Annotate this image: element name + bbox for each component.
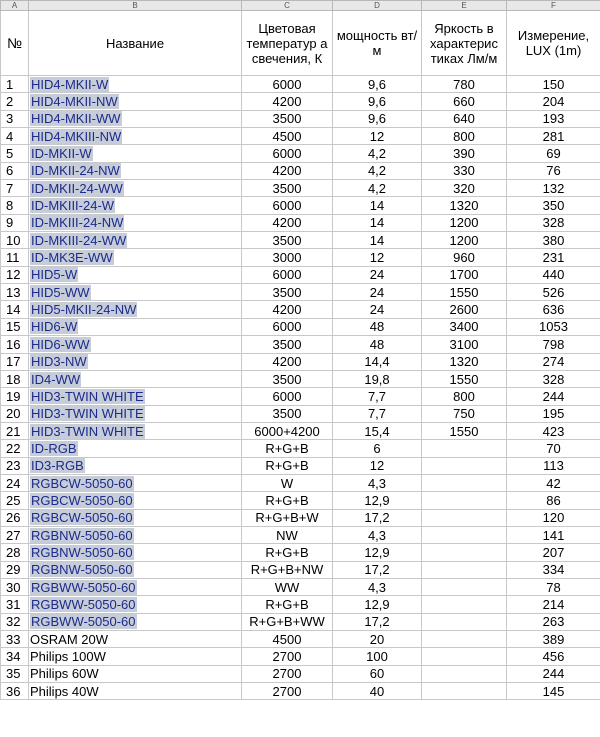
power-cell[interactable]: 9,6: [333, 110, 422, 127]
table-row: [1, 613, 600, 630]
name-cell[interactable]: [29, 336, 242, 353]
name-cell[interactable]: [29, 492, 242, 509]
brightness-cell[interactable]: 1550: [422, 370, 507, 387]
name-cell[interactable]: [29, 405, 242, 422]
table-row: [1, 232, 600, 249]
brightness-cell[interactable]: [422, 509, 507, 526]
table-row: [1, 145, 600, 162]
table-row: [1, 162, 600, 179]
color-temperature-cell[interactable]: 4200: [242, 93, 333, 110]
color-temperature-cell[interactable]: 3500: [242, 232, 333, 249]
row-number-cell[interactable]: 16: [1, 336, 29, 353]
color-temperature-cell[interactable]: R+G+B: [242, 440, 333, 457]
name-cell[interactable]: [29, 284, 242, 301]
color-temperature-cell[interactable]: 6000+4200: [242, 422, 333, 439]
name-text: RGBWW-5050-60: [31, 579, 136, 595]
row-number-cell[interactable]: 11: [1, 249, 29, 266]
row-number-cell[interactable]: 21: [1, 422, 29, 439]
lux-cell[interactable]: 78: [507, 578, 600, 595]
column-letter-f[interactable]: F: [507, 1, 600, 11]
name-text: HID4-MKII-NW: [31, 94, 118, 110]
power-cell[interactable]: 17,2: [333, 561, 422, 578]
row-number-cell[interactable]: 22: [1, 440, 29, 457]
lux-cell[interactable]: 76: [507, 162, 600, 179]
name-cell[interactable]: [29, 128, 242, 145]
table-row: [1, 665, 600, 682]
color-temperature-cell[interactable]: R+G+B+W: [242, 509, 333, 526]
lux-cell[interactable]: 69: [507, 145, 600, 162]
name-cell[interactable]: [29, 249, 242, 266]
brightness-cell[interactable]: [422, 596, 507, 613]
lux-cell[interactable]: 440: [507, 266, 600, 283]
lux-cell[interactable]: 1053: [507, 318, 600, 335]
lux-cell[interactable]: 423: [507, 422, 600, 439]
brightness-cell[interactable]: [422, 544, 507, 561]
header-power[interactable]: мощность вт/м: [333, 11, 422, 76]
name-text: HID5-W: [31, 267, 78, 283]
lux-cell[interactable]: 70: [507, 440, 600, 457]
name-cell[interactable]: [29, 145, 242, 162]
power-cell[interactable]: 9,6: [333, 93, 422, 110]
header-row: [1, 11, 600, 76]
power-cell[interactable]: 17,2: [333, 509, 422, 526]
name-text: RGBCW-5050-60: [31, 510, 133, 526]
table-row: [1, 249, 600, 266]
color-temperature-cell[interactable]: 6000: [242, 388, 333, 405]
name-text: RGBNW-5050-60: [31, 562, 133, 578]
table-row: [1, 683, 600, 700]
row-number-cell[interactable]: 13: [1, 284, 29, 301]
table-row: [1, 544, 600, 561]
table-row: [1, 336, 600, 353]
lux-cell[interactable]: 193: [507, 110, 600, 127]
power-cell[interactable]: 6: [333, 440, 422, 457]
lux-cell[interactable]: 113: [507, 457, 600, 474]
row-number-cell[interactable]: 28: [1, 544, 29, 561]
brightness-cell[interactable]: [422, 474, 507, 491]
name-text: ID4-WW: [31, 371, 81, 387]
column-letters: [1, 1, 600, 11]
power-cell[interactable]: 14: [333, 197, 422, 214]
row-number-cell[interactable]: 3: [1, 110, 29, 127]
power-cell[interactable]: 60: [333, 665, 422, 682]
name-cell[interactable]: [29, 93, 242, 110]
color-temperature-cell[interactable]: R+G+B: [242, 544, 333, 561]
power-cell[interactable]: 24: [333, 284, 422, 301]
color-temperature-cell[interactable]: R+G+B: [242, 457, 333, 474]
row-number-cell[interactable]: 2: [1, 93, 29, 110]
header-color-temperature[interactable]: Цветовая температур а свечения, К: [242, 11, 333, 76]
name-text: ID-MKIII-24-WW: [31, 232, 127, 248]
color-temperature-cell[interactable]: R+G+B+WW: [242, 613, 333, 630]
name-cell[interactable]: [29, 509, 242, 526]
table-row: [1, 214, 600, 231]
name-text: ID-MK3E-WW: [31, 250, 113, 266]
power-cell[interactable]: 9,6: [333, 76, 422, 93]
row-number-cell[interactable]: 9: [1, 214, 29, 231]
color-temperature-cell[interactable]: 3500: [242, 284, 333, 301]
lux-cell[interactable]: 86: [507, 492, 600, 509]
power-cell[interactable]: 4,2: [333, 162, 422, 179]
power-cell[interactable]: 14: [333, 214, 422, 231]
name-text: RGBWW-5050-60: [31, 596, 136, 612]
brightness-cell[interactable]: 660: [422, 93, 507, 110]
lux-cell[interactable]: 263: [507, 613, 600, 630]
name-text: ID-MKII-24-NW: [31, 163, 120, 179]
row-number-cell[interactable]: 6: [1, 162, 29, 179]
name-cell[interactable]: Philips 40W: [29, 683, 242, 700]
color-temperature-cell[interactable]: 4500: [242, 128, 333, 145]
brightness-cell[interactable]: [422, 683, 507, 700]
table-row: [1, 128, 600, 145]
power-cell[interactable]: 12: [333, 128, 422, 145]
name-text: HID4-MKIII-NW: [31, 128, 122, 144]
brightness-cell[interactable]: 3100: [422, 336, 507, 353]
power-cell[interactable]: 14: [333, 232, 422, 249]
name-cell[interactable]: OSRAM 20W: [29, 631, 242, 648]
column-letter-a[interactable]: A: [1, 1, 29, 11]
row-number-cell[interactable]: 32: [1, 613, 29, 630]
column-letter-e[interactable]: E: [422, 1, 507, 11]
table-row: [1, 648, 600, 665]
name-cell[interactable]: [29, 526, 242, 543]
name-text: ID-RGB: [31, 440, 77, 456]
lux-cell[interactable]: 456: [507, 648, 600, 665]
table-row: [1, 631, 600, 648]
color-temperature-cell[interactable]: 6000: [242, 76, 333, 93]
name-cell[interactable]: [29, 474, 242, 491]
lux-cell[interactable]: 231: [507, 249, 600, 266]
name-text: ID3-RGB: [31, 458, 84, 474]
brightness-cell[interactable]: 750: [422, 405, 507, 422]
power-cell[interactable]: 40: [333, 683, 422, 700]
header-brightness[interactable]: Яркость в характерис тиках Лм/м: [422, 11, 507, 76]
lux-cell[interactable]: 214: [507, 596, 600, 613]
name-cell[interactable]: Philips 60W: [29, 665, 242, 682]
lux-cell[interactable]: 150: [507, 76, 600, 93]
power-cell[interactable]: 4,2: [333, 180, 422, 197]
color-temperature-cell[interactable]: 4200: [242, 353, 333, 370]
power-cell[interactable]: 4,3: [333, 526, 422, 543]
brightness-cell[interactable]: 330: [422, 162, 507, 179]
color-temperature-cell[interactable]: 4500: [242, 631, 333, 648]
color-temperature-cell[interactable]: 3500: [242, 110, 333, 127]
lux-cell[interactable]: 798: [507, 336, 600, 353]
lux-cell[interactable]: 120: [507, 509, 600, 526]
power-cell[interactable]: 15,4: [333, 422, 422, 439]
power-cell[interactable]: 7,7: [333, 388, 422, 405]
row-number-cell[interactable]: 27: [1, 526, 29, 543]
table-row: [1, 561, 600, 578]
power-cell[interactable]: 24: [333, 301, 422, 318]
name-cell[interactable]: [29, 388, 242, 405]
table-row: [1, 457, 600, 474]
table-body: [1, 76, 600, 700]
row-number-cell[interactable]: 14: [1, 301, 29, 318]
color-temperature-cell[interactable]: 3500: [242, 405, 333, 422]
header-number[interactable]: №: [1, 11, 29, 76]
power-cell[interactable]: 12,9: [333, 596, 422, 613]
lux-cell[interactable]: 141: [507, 526, 600, 543]
row-number-cell[interactable]: 19: [1, 388, 29, 405]
power-cell[interactable]: 12: [333, 249, 422, 266]
row-number-cell[interactable]: 4: [1, 128, 29, 145]
name-text: HID3-TWIN WHITE: [31, 388, 144, 404]
table-row: [1, 266, 600, 283]
row-number-cell[interactable]: 36: [1, 683, 29, 700]
header-name[interactable]: Название: [29, 11, 242, 76]
color-temperature-cell[interactable]: NW: [242, 526, 333, 543]
name-cell[interactable]: [29, 232, 242, 249]
row-number-cell[interactable]: 10: [1, 232, 29, 249]
name-text: HID3-NW: [31, 354, 87, 370]
row-number-cell[interactable]: 17: [1, 353, 29, 370]
color-temperature-cell[interactable]: 6000: [242, 318, 333, 335]
table-row: [1, 318, 600, 335]
color-temperature-cell[interactable]: 2700: [242, 683, 333, 700]
color-temperature-cell[interactable]: R+G+B: [242, 596, 333, 613]
brightness-cell[interactable]: [422, 578, 507, 595]
name-text: HID6-W: [31, 319, 78, 335]
name-cell[interactable]: [29, 214, 242, 231]
table-row: [1, 76, 600, 93]
name-cell[interactable]: [29, 422, 242, 439]
power-cell[interactable]: 4,3: [333, 474, 422, 491]
color-temperature-cell[interactable]: W: [242, 474, 333, 491]
name-text: ID-MKIII-24-W: [31, 198, 115, 214]
row-number-cell[interactable]: 30: [1, 578, 29, 595]
brightness-cell[interactable]: [422, 648, 507, 665]
lux-cell[interactable]: 380: [507, 232, 600, 249]
name-cell[interactable]: [29, 613, 242, 630]
lux-cell[interactable]: 244: [507, 665, 600, 682]
power-cell[interactable]: 12,9: [333, 544, 422, 561]
table-row: [1, 596, 600, 613]
brightness-cell[interactable]: 800: [422, 128, 507, 145]
color-temperature-cell[interactable]: 6000: [242, 145, 333, 162]
power-cell[interactable]: 48: [333, 336, 422, 353]
table-row: [1, 440, 600, 457]
table-row: [1, 370, 600, 387]
power-cell[interactable]: 12,9: [333, 492, 422, 509]
column-letter-c[interactable]: C: [242, 1, 333, 11]
name-cell[interactable]: [29, 370, 242, 387]
table-row: [1, 197, 600, 214]
name-cell[interactable]: [29, 440, 242, 457]
lux-cell[interactable]: 274: [507, 353, 600, 370]
power-cell[interactable]: 12: [333, 457, 422, 474]
name-text: HID4-MKII-W: [31, 76, 109, 92]
brightness-cell[interactable]: 1200: [422, 232, 507, 249]
name-cell[interactable]: [29, 318, 242, 335]
row-number-cell[interactable]: 24: [1, 474, 29, 491]
brightness-cell[interactable]: 640: [422, 110, 507, 127]
brightness-cell[interactable]: [422, 561, 507, 578]
brightness-cell[interactable]: [422, 631, 507, 648]
name-cell[interactable]: [29, 110, 242, 127]
table-row: [1, 492, 600, 509]
name-cell[interactable]: Philips 100W: [29, 648, 242, 665]
lux-cell[interactable]: 204: [507, 93, 600, 110]
brightness-cell[interactable]: 1700: [422, 266, 507, 283]
row-number-cell[interactable]: 33: [1, 631, 29, 648]
color-temperature-cell[interactable]: 3500: [242, 370, 333, 387]
name-text: HID5-MKII-24-NW: [31, 302, 137, 318]
table-row: [1, 388, 600, 405]
lux-cell[interactable]: 334: [507, 561, 600, 578]
header-lux[interactable]: Измерение, LUX (1m): [507, 11, 600, 76]
lux-cell[interactable]: 328: [507, 370, 600, 387]
row-number-cell[interactable]: 29: [1, 561, 29, 578]
name-text: HID5-WW: [31, 284, 90, 300]
brightness-cell[interactable]: [422, 440, 507, 457]
row-number-cell[interactable]: 12: [1, 266, 29, 283]
lux-cell[interactable]: 207: [507, 544, 600, 561]
row-number-cell[interactable]: 5: [1, 145, 29, 162]
brightness-cell[interactable]: [422, 526, 507, 543]
brightness-cell[interactable]: 1200: [422, 214, 507, 231]
name-cell[interactable]: [29, 197, 242, 214]
lux-cell[interactable]: 389: [507, 631, 600, 648]
brightness-cell[interactable]: [422, 613, 507, 630]
table-row: [1, 180, 600, 197]
name-text: RGBCW-5050-60: [31, 475, 133, 491]
color-temperature-cell[interactable]: 2700: [242, 648, 333, 665]
lux-cell[interactable]: 526: [507, 284, 600, 301]
name-text: ID-MKII-24-WW: [31, 180, 123, 196]
row-number-cell[interactable]: 31: [1, 596, 29, 613]
row-number-cell[interactable]: 7: [1, 180, 29, 197]
name-text: ID-MKII-W: [31, 146, 92, 162]
name-cell[interactable]: [29, 180, 242, 197]
power-cell[interactable]: 20: [333, 631, 422, 648]
color-temperature-cell[interactable]: 6000: [242, 197, 333, 214]
lux-cell[interactable]: 244: [507, 388, 600, 405]
brightness-cell[interactable]: 1550: [422, 284, 507, 301]
table-row: [1, 474, 600, 491]
power-cell[interactable]: 17,2: [333, 613, 422, 630]
name-cell[interactable]: [29, 457, 242, 474]
color-temperature-cell[interactable]: 4200: [242, 162, 333, 179]
row-number-cell[interactable]: 1: [1, 76, 29, 93]
brightness-cell[interactable]: 1320: [422, 353, 507, 370]
power-cell[interactable]: 48: [333, 318, 422, 335]
color-temperature-cell[interactable]: 2700: [242, 665, 333, 682]
color-temperature-cell[interactable]: 6000: [242, 266, 333, 283]
lux-cell[interactable]: 350: [507, 197, 600, 214]
name-text: RGBWW-5050-60: [31, 614, 136, 630]
row-number-cell[interactable]: 26: [1, 509, 29, 526]
name-cell[interactable]: [29, 162, 242, 179]
brightness-cell[interactable]: 390: [422, 145, 507, 162]
name-text: ID-MKIII-24-NW: [31, 215, 124, 231]
name-cell[interactable]: [29, 353, 242, 370]
table-row: [1, 353, 600, 370]
name-text: HID3-TWIN WHITE: [31, 406, 144, 422]
color-temperature-cell[interactable]: 3500: [242, 336, 333, 353]
lux-cell[interactable]: 328: [507, 214, 600, 231]
lux-cell[interactable]: 132: [507, 180, 600, 197]
name-text: RGBNW-5050-60: [31, 527, 133, 543]
brightness-cell[interactable]: [422, 457, 507, 474]
row-number-cell[interactable]: 15: [1, 318, 29, 335]
column-letter-d[interactable]: D: [333, 1, 422, 11]
table-row: [1, 422, 600, 439]
row-number-cell[interactable]: 8: [1, 197, 29, 214]
color-temperature-cell[interactable]: 3000: [242, 249, 333, 266]
power-cell[interactable]: 4,3: [333, 578, 422, 595]
row-number-cell[interactable]: 23: [1, 457, 29, 474]
brightness-cell[interactable]: 320: [422, 180, 507, 197]
name-text: HID6-WW: [31, 336, 90, 352]
brightness-cell[interactable]: [422, 492, 507, 509]
power-cell[interactable]: 7,7: [333, 405, 422, 422]
name-text: HID3-TWIN WHITE: [31, 423, 144, 439]
brightness-cell[interactable]: 1550: [422, 422, 507, 439]
name-text: RGBCW-5050-60: [31, 492, 133, 508]
lux-cell[interactable]: 636: [507, 301, 600, 318]
color-temperature-cell[interactable]: R+G+B+NW: [242, 561, 333, 578]
row-number-cell[interactable]: 25: [1, 492, 29, 509]
brightness-cell[interactable]: 780: [422, 76, 507, 93]
power-cell[interactable]: 19,8: [333, 370, 422, 387]
name-cell[interactable]: [29, 596, 242, 613]
name-cell[interactable]: [29, 561, 242, 578]
table-row: [1, 284, 600, 301]
table-row: [1, 526, 600, 543]
brightness-cell[interactable]: 2600: [422, 301, 507, 318]
row-number-cell[interactable]: 34: [1, 648, 29, 665]
name-cell[interactable]: [29, 301, 242, 318]
lux-cell[interactable]: 42: [507, 474, 600, 491]
table-row: [1, 578, 600, 595]
color-temperature-cell[interactable]: 4200: [242, 214, 333, 231]
table-row: [1, 509, 600, 526]
power-cell[interactable]: 4,2: [333, 145, 422, 162]
lux-cell[interactable]: 145: [507, 683, 600, 700]
name-text: HID4-MKII-WW: [31, 111, 121, 127]
lux-cell[interactable]: 281: [507, 128, 600, 145]
power-cell[interactable]: 14,4: [333, 353, 422, 370]
name-cell[interactable]: [29, 578, 242, 595]
power-cell[interactable]: 100: [333, 648, 422, 665]
power-cell[interactable]: 24: [333, 266, 422, 283]
lux-cell[interactable]: 195: [507, 405, 600, 422]
brightness-cell[interactable]: [422, 665, 507, 682]
brightness-cell[interactable]: 800: [422, 388, 507, 405]
color-temperature-cell[interactable]: 4200: [242, 301, 333, 318]
row-number-cell[interactable]: 20: [1, 405, 29, 422]
name-cell[interactable]: [29, 544, 242, 561]
table-row: [1, 110, 600, 127]
color-temperature-cell[interactable]: 3500: [242, 180, 333, 197]
brightness-cell[interactable]: 3400: [422, 318, 507, 335]
brightness-cell[interactable]: 1320: [422, 197, 507, 214]
row-number-cell[interactable]: 35: [1, 665, 29, 682]
table-row: [1, 301, 600, 318]
brightness-cell[interactable]: 960: [422, 249, 507, 266]
color-temperature-cell[interactable]: R+G+B: [242, 492, 333, 509]
column-letter-b[interactable]: B: [29, 1, 242, 11]
row-number-cell[interactable]: 18: [1, 370, 29, 387]
name-cell[interactable]: [29, 76, 242, 93]
table-row: [1, 405, 600, 422]
name-text: RGBNW-5050-60: [31, 544, 133, 560]
color-temperature-cell[interactable]: WW: [242, 578, 333, 595]
name-cell[interactable]: [29, 266, 242, 283]
table-row: [1, 93, 600, 110]
